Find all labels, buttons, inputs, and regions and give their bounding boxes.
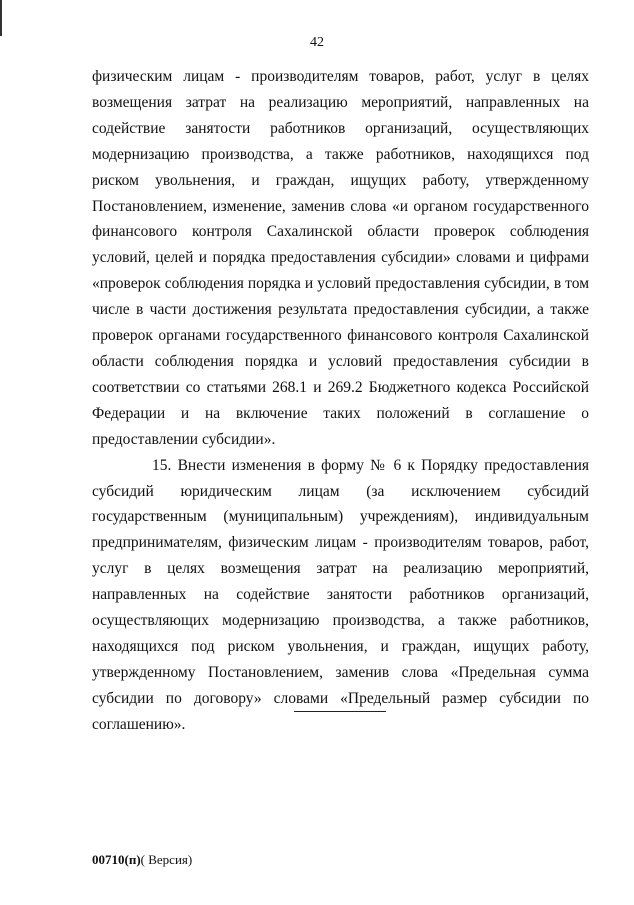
separator-line bbox=[294, 711, 386, 712]
page-number: 42 bbox=[310, 35, 324, 50]
footer-document-code bbox=[92, 852, 192, 868]
page-edge-line bbox=[0, 0, 2, 36]
footer-version: ( Версия) bbox=[140, 852, 193, 867]
paragraph-continuation: физическим лицам - производителям товаров, работ, услуг в целях возмещения затрат на реализацию мероприятий, направленных на содействие занятости работников организаций, осуществляющих модернизацию производства, а также работников, находящихся под риском увольнения, и граждан, ищущих работу, утвержденному Постановлением, изменение, заменив слова «и органом государственного финансового контроля Сахалинской области проверок соблюдения условий, целей и порядка предоставления субсидии» словами и цифрами «проверок соблюдения порядка и условий предоставления субсидии, в том числе в части достижения результата предоставления субсидии, а также проверок органами государственного финансового контроля Сахалинской области соблюдения порядка и условий предоставления субсидии в соответствии со статьями 268.1 и 269.2 Бюджетного кодекса Российской Федерации и на включение таких положений в соглашение о предоставлении субсидии». bbox=[92, 68, 589, 448]
document-body bbox=[92, 64, 589, 738]
footer-code: 00710(п) bbox=[92, 852, 141, 867]
paragraph-item-15: 15. Внести изменения в форму № 6 к Порядку предоставления субсидий юридическим лицам (за исключением субсидий государственным (муниципальным) учреждениям), индивидуальным предпринимателям, физическим лицам - производителям товаров, работ, услуг в целях возмещения затрат на реализацию мероприятий, направленных на содействие занятости работников организаций, осуществляющих модернизацию производства, а также работников, находящихся под риском увольнения, и граждан, ищущих работу, утвержденному Постановлением, заменив слова «Предельная сумма субсидии по договору» словами «Предельный размер субсидии по соглашению». bbox=[92, 456, 589, 733]
